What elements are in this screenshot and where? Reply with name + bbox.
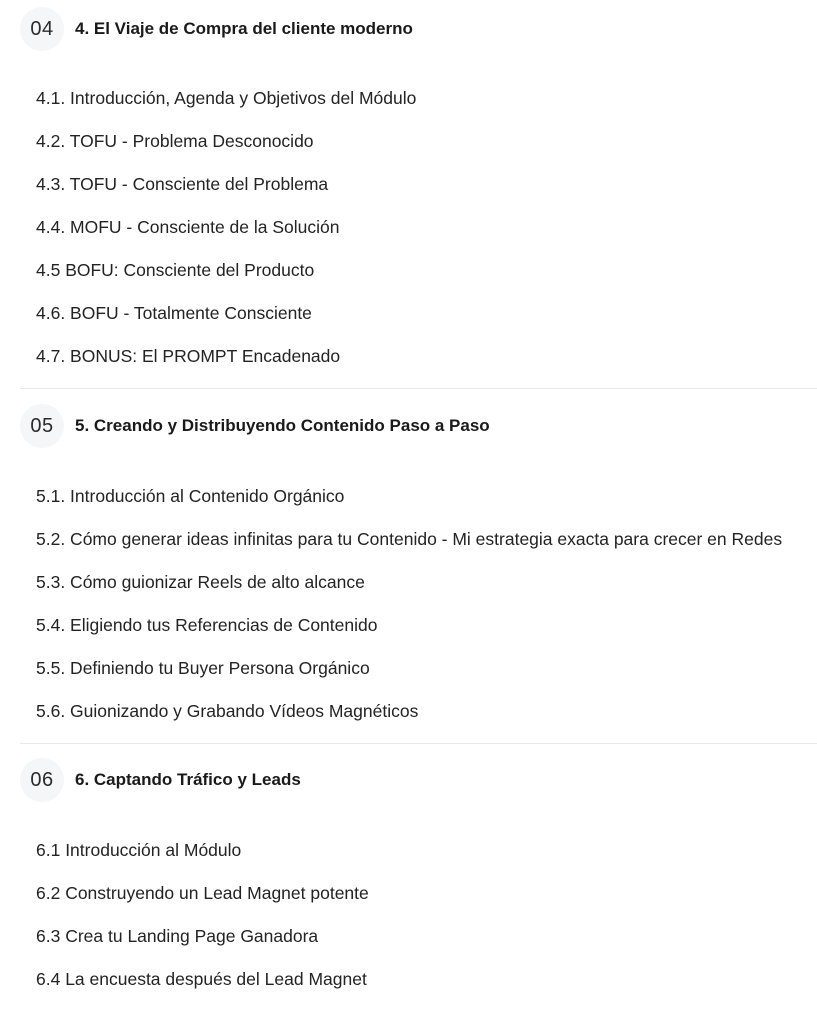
module-number-badge: 04 <box>20 7 64 51</box>
lesson-item[interactable]: 6.4 La encuesta después del Lead Magnet <box>36 969 367 989</box>
lesson-item[interactable]: 5.3. Cómo guionizar Reels de alto alcance <box>36 572 365 592</box>
module-title: 5. Creando y Distribuyendo Contenido Paso a Paso <box>75 416 490 435</box>
lesson-item[interactable]: 4.5 BOFU: Consciente del Producto <box>36 260 315 280</box>
lesson-item[interactable]: 5.4. Eligiendo tus Referencias de Contenido <box>36 615 378 635</box>
section-divider <box>20 388 817 389</box>
module-number-badge: 05 <box>20 404 64 448</box>
module-header[interactable] <box>20 7 413 51</box>
section-divider <box>20 743 817 744</box>
lesson-item[interactable]: 5.5. Definiendo tu Buyer Persona Orgánico <box>36 658 370 678</box>
lesson-item[interactable]: 5.6. Guionizando y Grabando Vídeos Magnéticos <box>36 701 419 721</box>
lesson-item[interactable]: 4.6. BOFU - Totalmente Consciente <box>36 303 312 323</box>
module-header[interactable] <box>20 404 490 448</box>
lesson-item[interactable]: 4.1. Introducción, Agenda y Objetivos del Módulo <box>36 88 417 108</box>
lesson-item[interactable]: 6.3 Crea tu Landing Page Ganadora <box>36 926 319 946</box>
lesson-item[interactable]: 5.1. Introducción al Contenido Orgánico <box>36 486 345 506</box>
module-title: 6. Captando Tráfico y Leads <box>75 770 301 789</box>
lesson-item[interactable]: 4.3. TOFU - Consciente del Problema <box>36 174 329 194</box>
lesson-item[interactable]: 4.7. BONUS: El PROMPT Encadenado <box>36 346 341 366</box>
lesson-item[interactable]: 4.4. MOFU - Consciente de la Solución <box>36 217 340 237</box>
module-number-badge: 06 <box>20 758 64 802</box>
module-title: 4. El Viaje de Compra del cliente moderno <box>75 19 413 38</box>
module-header[interactable] <box>20 758 301 802</box>
lesson-item[interactable]: 6.1 Introducción al Módulo <box>36 840 242 860</box>
lesson-item[interactable]: 4.2. TOFU - Problema Desconocido <box>36 131 314 151</box>
lesson-item[interactable]: 5.2. Cómo generar ideas infinitas para tu Contenido - Mi estrategia exacta para crecer en Redes <box>36 529 783 549</box>
lesson-item[interactable]: 6.2 Construyendo un Lead Magnet potente <box>36 883 369 903</box>
